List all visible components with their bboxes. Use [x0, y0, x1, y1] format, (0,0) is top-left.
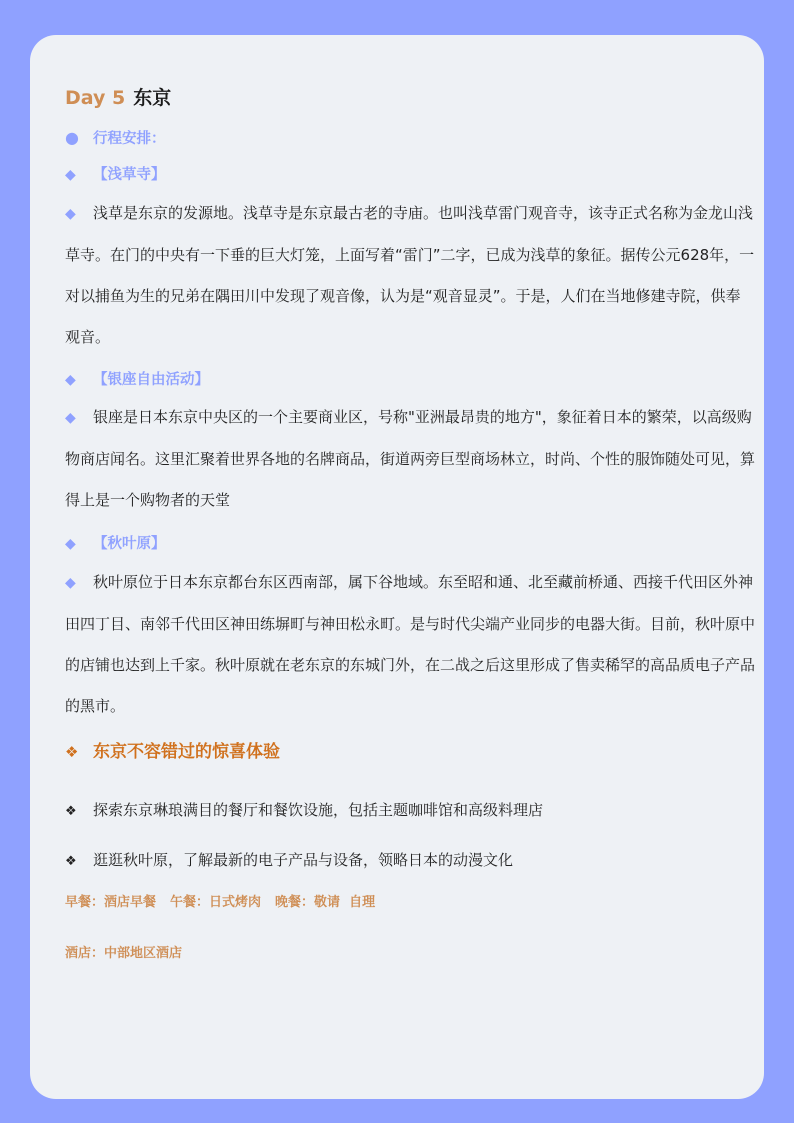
schedule-row [65, 127, 166, 148]
lunch-text: 午餐：日式烤肉 [170, 895, 262, 910]
section-title: 【银座自由活动】 [93, 372, 209, 388]
day-title [65, 83, 171, 110]
experience-item [65, 849, 513, 870]
diamond-bullet-icon: ◆ [65, 410, 76, 426]
diamond-bullet-icon: ◆ [65, 536, 76, 552]
experience-item [65, 799, 543, 820]
day-label: Day 5 [65, 87, 126, 109]
dinner-text: 晚餐：敬请 自理 [275, 895, 376, 910]
meals-row [65, 891, 389, 910]
diamond-bullet-icon: ◆ [65, 167, 76, 183]
section-paragraph [65, 193, 755, 358]
itinerary-card [30, 35, 764, 1099]
circle-bullet-icon: ● [65, 128, 79, 147]
hotel-text: 酒店：中部地区酒店 [65, 946, 183, 961]
schedule-label: 行程安排： [93, 131, 166, 147]
diamond-bullet-icon: ◆ [65, 206, 76, 222]
hotel-row [65, 942, 196, 961]
breakfast-text: 早餐：酒店早餐 [65, 895, 157, 910]
experience-item-text: 探索东京琳琅满目的餐厅和餐饮设施，包括主题咖啡馆和高级料理店 [93, 801, 544, 819]
section-title-row [65, 368, 209, 389]
diamond-cluster-icon: ❖ [65, 804, 77, 819]
section-paragraph [65, 397, 755, 521]
section-title: 【浅草寺】 [93, 167, 166, 183]
section-paragraph-text: 浅草是东京的发源地。浅草寺是东京最古老的寺庙。也叫浅草雷门观音寺，该寺正式名称为金龙山浅草寺。在门的中央有一下垂的巨大灯笼，上面写着“雷门”二字，已成为浅草的象征。据传公元628年，一对以捕鱼为生的兄弟在隅田川中发现了观音像，认为是“观音显灵”。于是，人们在当地修建寺院，供奉观音。 [65, 204, 755, 346]
experience-item-text: 逛逛秋叶原，了解最新的电子产品与设备，领略日本的动漫文化 [93, 851, 514, 869]
section-paragraph-text: 银座是日本东京中央区的一个主要商业区，号称"亚洲最昂贵的地方"，象征着日本的繁荣，以高级购物商店闻名。这里汇聚着世界各地的名牌商品，街道两旁巨型商场林立，时尚、个性的服饰随处可见，算得上是一个购物者的天堂 [65, 408, 756, 509]
diamond-bullet-icon: ◆ [65, 575, 76, 591]
diamond-bullet-icon: ◆ [65, 372, 76, 388]
diamond-cluster-icon: ❖ [65, 743, 79, 761]
diamond-cluster-icon: ❖ [65, 854, 77, 869]
experience-heading [65, 737, 280, 762]
section-title: 【秋叶原】 [93, 536, 166, 552]
experience-heading-text: 东京不容错过的惊喜体验 [93, 742, 280, 762]
section-paragraph-text: 秋叶原位于日本东京都台东区西南部，属下谷地域。东至昭和通、北至藏前桥通、西接千代田区外神田四丁目、南邻千代田区神田练塀町与神田松永町。是与时代尖端产业同步的电器大街。目前，秋叶原中的店铺也达到上千家。秋叶原就在老东京的东城门外，在二战之后这里形成了售卖稀罕的高品质电子产品的黑市。 [65, 573, 756, 715]
section-title-row [65, 532, 166, 553]
day-city: 东京 [133, 87, 172, 109]
section-paragraph [65, 562, 755, 727]
section-title-row [65, 163, 166, 184]
